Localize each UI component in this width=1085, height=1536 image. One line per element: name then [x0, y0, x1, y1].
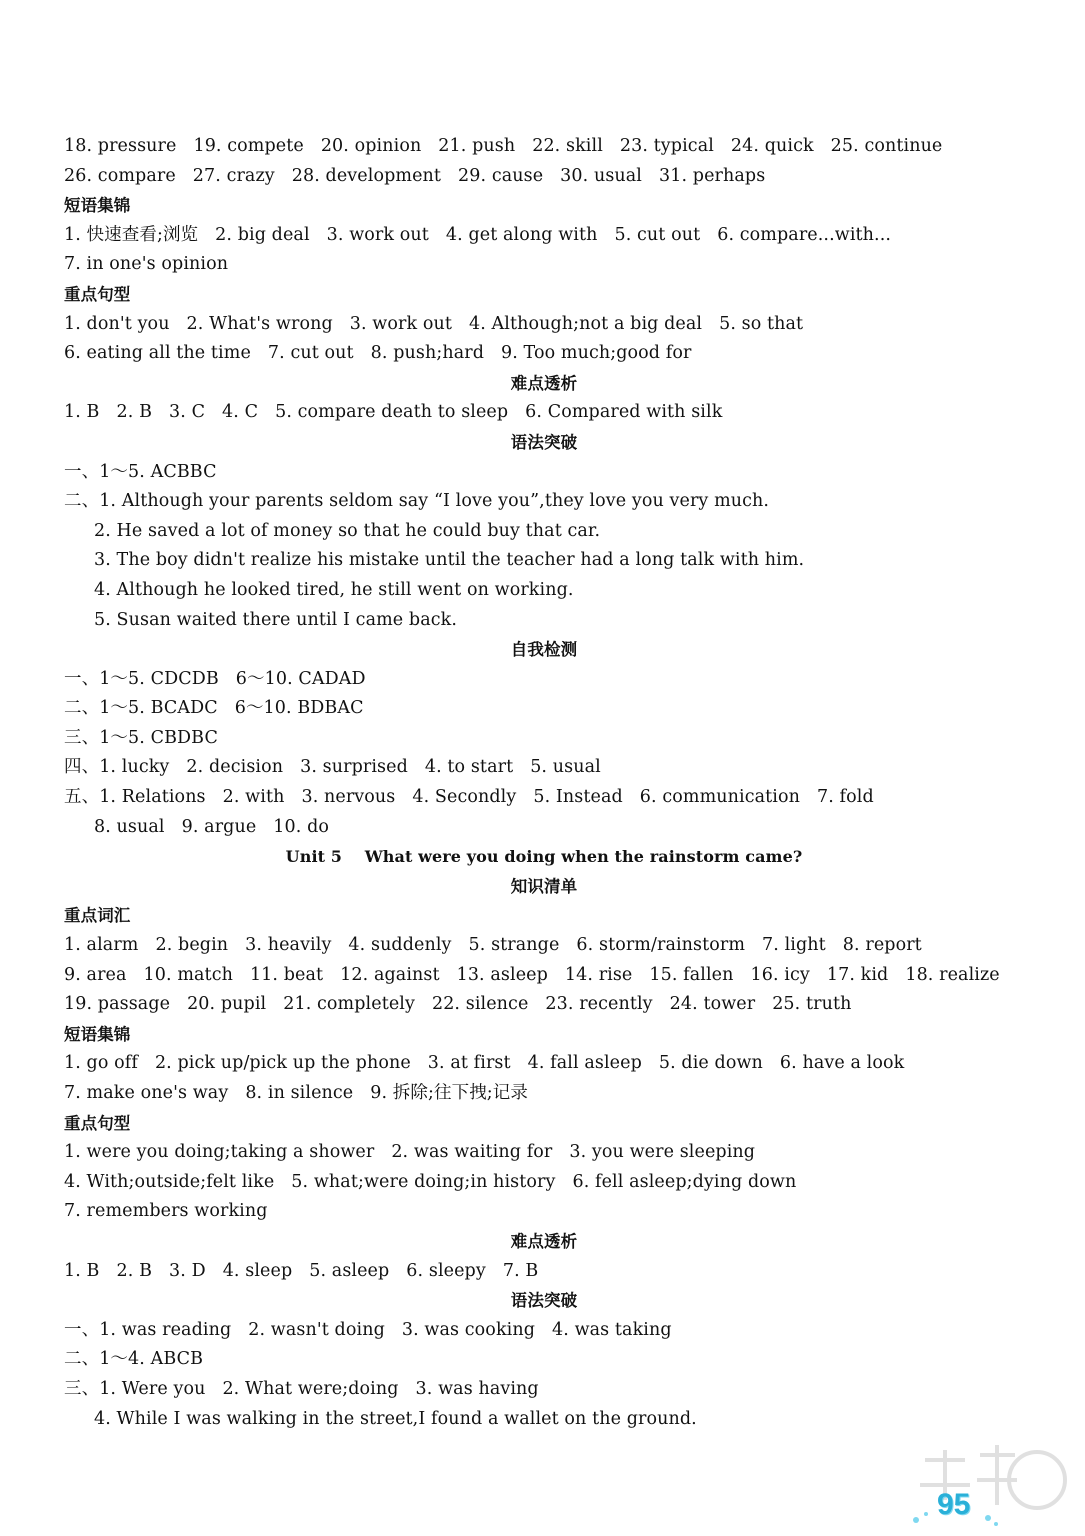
answer-line-indented: 8. usual 9. argue 10. do [94, 816, 330, 837]
answer-line: 二、1～5. BCADC 6～10. BDBAC [64, 698, 364, 719]
answer-line: 三、1～5. CBDBC [64, 727, 218, 748]
answer-line: 18. pressure 19. compete 20. opinion 21. push 22. skill 23. typical 24. quick 25. continue [64, 136, 943, 156]
answer-line-indented: 4. While I was walking in the street,I found a wallet on the ground. [94, 1408, 697, 1429]
answer-line: 一、1～5. ACBBC [64, 461, 217, 482]
unit-title: Unit 5 What were you doing when the rainstorm came? [285, 847, 803, 867]
answer-line: 7. make one's way 8. in silence 9. 拆除;往下拽;记录 [64, 1083, 529, 1103]
answer-line: 7. remembers working [64, 1201, 268, 1222]
section-heading: 重点句型 [64, 284, 131, 304]
page-number: 95 [937, 1488, 971, 1521]
answer-line-indented: 4. Although he looked tired, he still went on working. [94, 579, 574, 600]
section-title: 知识清单 [510, 876, 578, 896]
answer-line: 19. passage 20. pupil 21. completely 22. silence 23. recently 24. tower 25. truth [64, 994, 852, 1015]
answer-line: 1. were you doing;taking a shower 2. was waiting for 3. you were sleeping [64, 1142, 756, 1163]
section-title: 自我检测 [510, 640, 578, 660]
answer-line: 1. B 2. B 3. C 4. C 5. compare death to sleep 6. Compared with silk [64, 402, 723, 423]
answer-line: 二、1～4. ABCB [64, 1349, 204, 1370]
answer-line: 五、1. Relations 2. with 3. nervous 4. Secondly 5. Instead 6. communication 7. fold [64, 787, 874, 808]
answer-line: 9. area 10. match 11. beat 12. against 13. asleep 14. rise 15. fallen 16. icy 17. kid 18. realize [64, 964, 1000, 985]
section-heading: 重点句型 [64, 1113, 131, 1133]
answer-line: 四、1. lucky 2. decision 3. surprised 4. to start 5. usual [64, 757, 601, 778]
section-heading: 重点词汇 [64, 906, 131, 926]
answer-line: 1. B 2. B 3. D 4. sleep 5. asleep 6. sleepy 7. B [64, 1260, 539, 1281]
answer-line-indented: 5. Susan waited there until I came back. [94, 609, 458, 630]
section-heading: 短语集锦 [64, 1024, 131, 1044]
section-title: 语法突破 [510, 432, 578, 452]
answer-page-content [64, 132, 1024, 1434]
answer-line-indented: 3. The boy didn't realize his mistake until the teacher had a long talk with him. [94, 550, 805, 571]
answer-line: 26. compare 27. crazy 28. development 29. cause 30. usual 31. perhaps [64, 165, 766, 186]
answer-line: 7. in one's opinion [64, 254, 229, 275]
answer-line: 1. go off 2. pick up/pick up the phone 3. at first 4. fall asleep 5. die down 6. have a look [64, 1053, 905, 1074]
answer-line: 4. With;outside;felt like 5. what;were doing;in history 6. fell asleep;dying down [64, 1171, 797, 1192]
answer-line: 一、1. was reading 2. wasn't doing 3. was cooking 4. was taking [64, 1319, 672, 1340]
answer-line: 6. eating all the time 7. cut out 8. push;hard 9. Too much;good for [64, 343, 692, 364]
section-title: 语法突破 [510, 1291, 578, 1311]
section-title: 难点透析 [510, 373, 578, 393]
answer-line: 1. alarm 2. begin 3. heavily 4. suddenly 5. strange 6. storm/rainstorm 7. light 8. report [64, 935, 922, 956]
answer-line: 1. 快速查看;浏览 2. big deal 3. work out 4. get along with 5. cut out 6. compare...with... [64, 224, 892, 245]
section-heading: 短语集锦 [64, 196, 131, 216]
answer-line: 二、1. Although your parents seldom say “I love you”,they love you very much. [64, 491, 770, 512]
section-title: 难点透析 [510, 1231, 578, 1251]
answer-line: 1. don't you 2. What's wrong 3. work out 4. Although;not a big deal 5. so that [64, 313, 804, 334]
answer-line: 一、1～5. CDCDB 6～10. CADAD [64, 668, 366, 689]
answer-line-indented: 2. He saved a lot of money so that he could buy that car. [94, 520, 601, 541]
answer-line: 三、1. Were you 2. What were;doing 3. was having [64, 1378, 539, 1399]
